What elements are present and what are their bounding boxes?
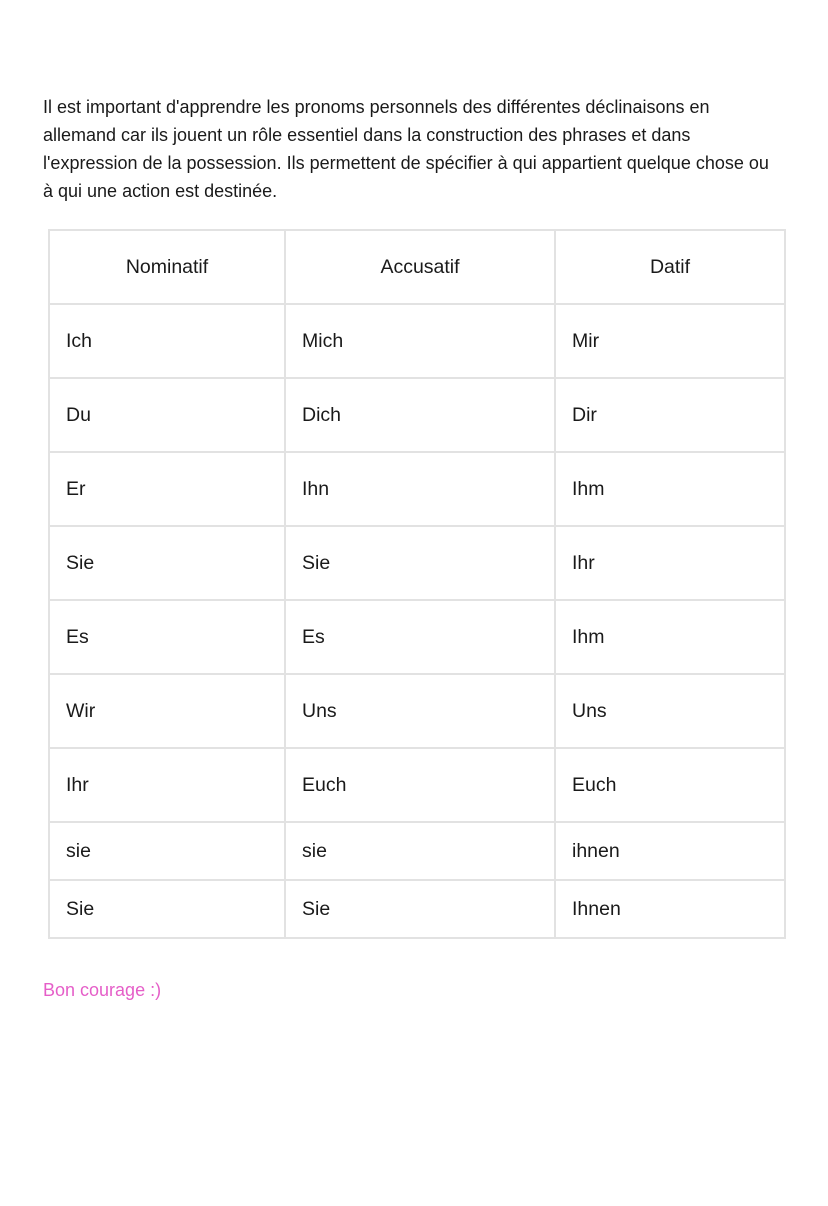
- cell-accusatif: Uns: [285, 674, 555, 748]
- cell-nominatif: Er: [49, 452, 285, 526]
- cell-nominatif: Sie: [49, 526, 285, 600]
- cell-datif: Ihr: [555, 526, 785, 600]
- cell-accusatif: Euch: [285, 748, 555, 822]
- cell-accusatif: Sie: [285, 880, 555, 938]
- cell-accusatif: Es: [285, 600, 555, 674]
- cell-accusatif: sie: [285, 822, 555, 880]
- cell-nominatif: Sie: [49, 880, 285, 938]
- cell-accusatif: Ihn: [285, 452, 555, 526]
- table-header-row: [49, 230, 785, 304]
- table-row: [49, 748, 785, 822]
- cell-datif: Ihm: [555, 452, 785, 526]
- intro-paragraph: Il est important d'apprendre les pronoms personnels des différentes déclinaisons en allemand car ils jouent un rôle essentiel dans la construction des phrases et dans l'expression de la possession. Ils permettent de spécifier à qui appartient quelque chose ou à qui une action est destinée.: [43, 97, 769, 201]
- cell-nominatif: Du: [49, 378, 285, 452]
- pronoun-declension-table: [48, 229, 786, 939]
- cell-datif: Mir: [555, 304, 785, 378]
- header-accusatif: Accusatif: [285, 230, 555, 304]
- cell-accusatif: Dich: [285, 378, 555, 452]
- cell-datif: Uns: [555, 674, 785, 748]
- cell-accusatif: Sie: [285, 526, 555, 600]
- cell-nominatif: Ich: [49, 304, 285, 378]
- closing-message: Bon courage :): [43, 980, 162, 1000]
- cell-nominatif: sie: [49, 822, 285, 880]
- table-row: [49, 378, 785, 452]
- table-row: [49, 600, 785, 674]
- table-row: [49, 880, 785, 938]
- cell-datif: Dir: [555, 378, 785, 452]
- table-row: [49, 526, 785, 600]
- cell-datif: Ihm: [555, 600, 785, 674]
- header-datif: Datif: [555, 230, 785, 304]
- table-row: [49, 674, 785, 748]
- cell-nominatif: Es: [49, 600, 285, 674]
- cell-datif: ihnen: [555, 822, 785, 880]
- cell-accusatif: Mich: [285, 304, 555, 378]
- header-nominatif: Nominatif: [49, 230, 285, 304]
- cell-datif: Ihnen: [555, 880, 785, 938]
- cell-datif: Euch: [555, 748, 785, 822]
- table-row: [49, 304, 785, 378]
- cell-nominatif: Wir: [49, 674, 285, 748]
- cell-nominatif: Ihr: [49, 748, 285, 822]
- table-row: [49, 452, 785, 526]
- table-row: [49, 822, 785, 880]
